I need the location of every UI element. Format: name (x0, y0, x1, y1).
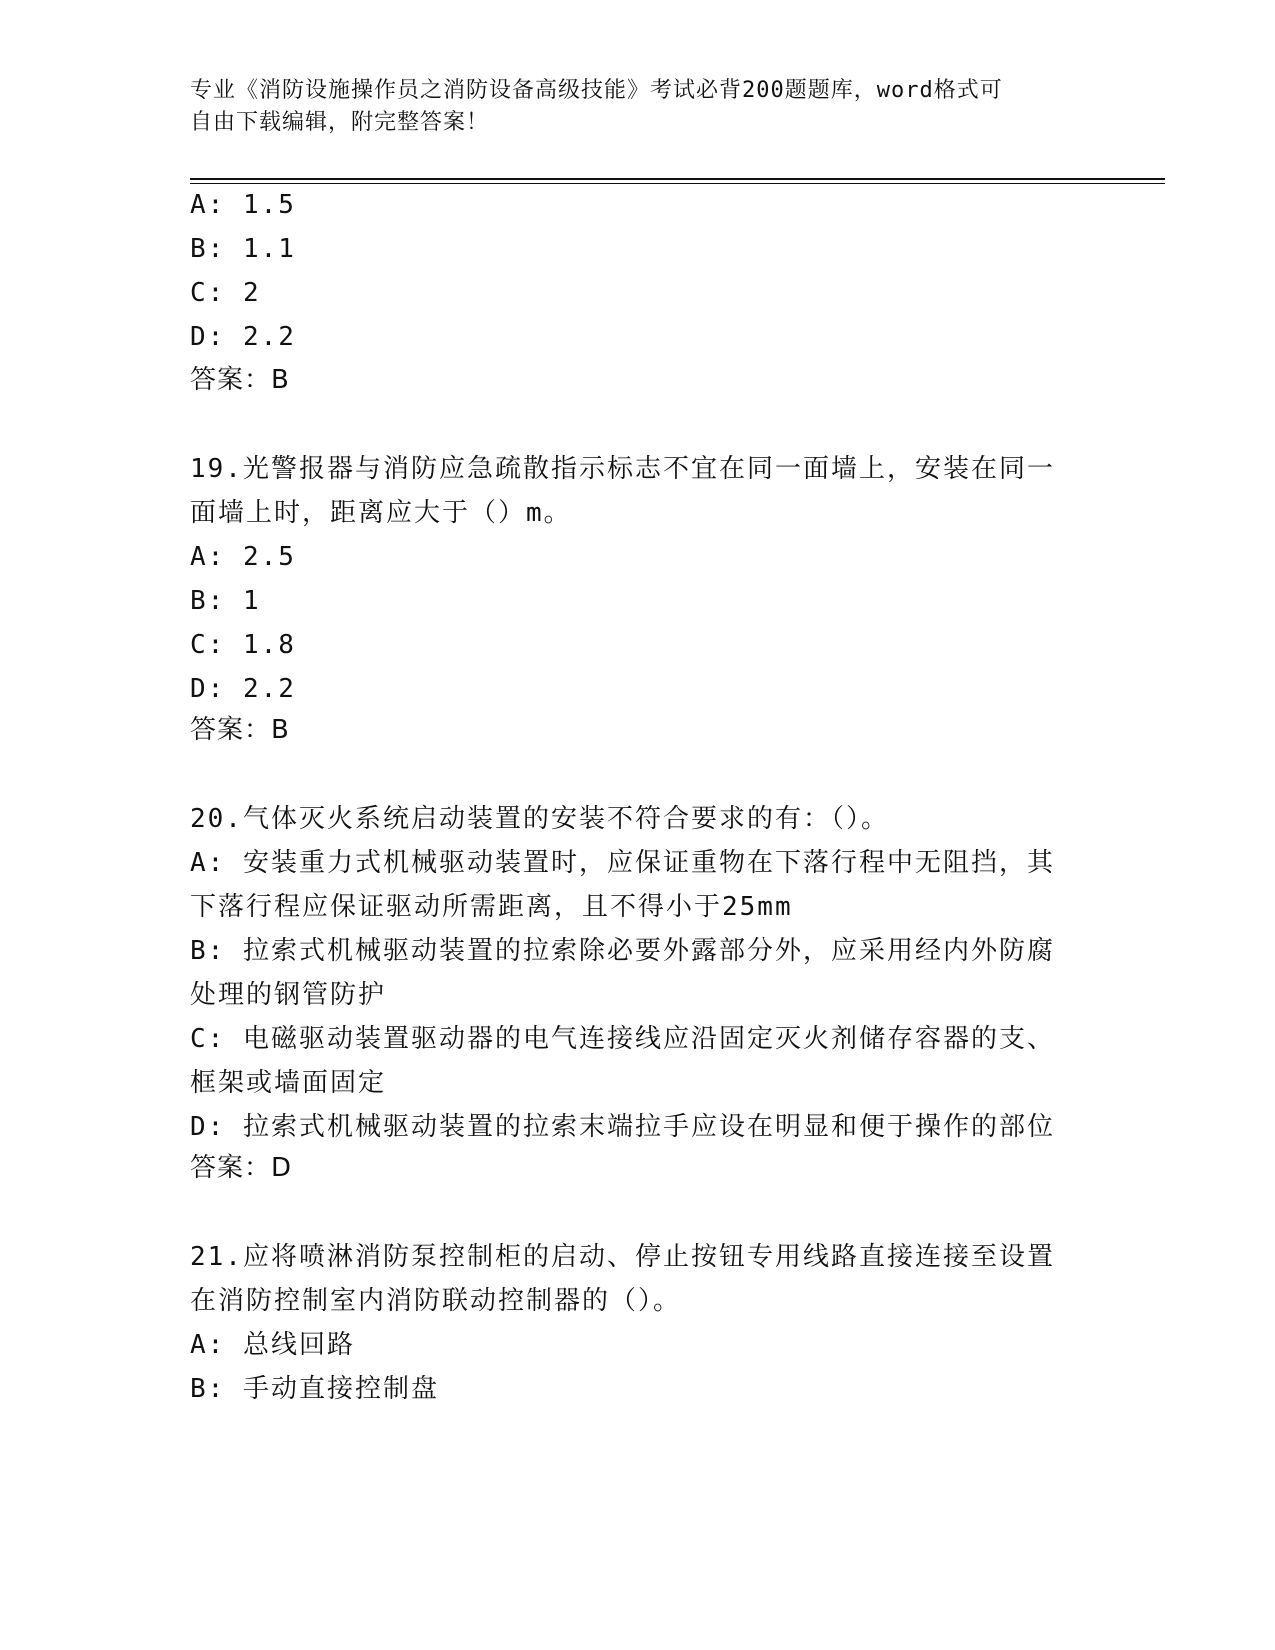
q19-option-b: B: 1 (190, 586, 261, 616)
q18-option-d: D: 2.2 (190, 322, 296, 352)
document-header (190, 75, 1090, 139)
q18-option-b: B: 1.1 (190, 234, 296, 264)
q19-question-line-1: 19.光警报器与消防应急疏散指示标志不宜在同一面墙上，安装在同一 (190, 454, 1055, 484)
q21-question-line-2: 在消防控制室内消防联动控制器的（）。 (190, 1286, 682, 1316)
q18-option-c: C: 2 (190, 278, 261, 308)
q20-option-d: D: 拉索式机械驱动装置的拉索末端拉手应设在明显和便于操作的部位 (190, 1112, 1055, 1142)
q19-answer: 答案：B (190, 715, 290, 745)
q20-option-a-line-1: A: 安装重力式机械驱动装置时，应保证重物在下落行程中无阻挡，其 (190, 848, 1055, 878)
q20-option-a-line-2: 下落行程应保证驱动所需距离，且不得小于25mm (190, 892, 793, 922)
q21-question-line-1: 21.应将喷淋消防泵控制柜的启动、停止按钮专用线路直接连接至设置 (190, 1242, 1055, 1272)
q19-option-c: C: 1.8 (190, 630, 296, 660)
header-divider-thin (190, 183, 1165, 184)
q20-option-c-line-2: 框架或墙面固定 (190, 1068, 387, 1098)
q18-option-a: A: 1.5 (190, 190, 296, 220)
q19-option-a: A: 2.5 (190, 542, 296, 572)
q21-option-b: B: 手动直接控制盘 (190, 1374, 439, 1404)
q20-option-b-line-2: 处理的钢管防护 (190, 980, 387, 1010)
q20-option-c-line-1: C: 电磁驱动装置驱动器的电气连接线应沿固定灭火剂储存容器的支、 (190, 1024, 1055, 1054)
q20-option-b-line-1: B: 拉索式机械驱动装置的拉索除必要外露部分外，应采用经内外防腐 (190, 936, 1055, 966)
q20-answer: 答案：D (190, 1153, 293, 1183)
q18-answer: 答案：B (190, 365, 290, 395)
q20-question: 20.气体灭火系统启动装置的安装不符合要求的有：（）。 (190, 804, 889, 834)
q21-option-a: A: 总线回路 (190, 1330, 355, 1360)
q19-option-d: D: 2.2 (190, 674, 296, 704)
q19-question-line-2: 面墙上时，距离应大于（）m。 (190, 498, 572, 528)
header-line-2: 自由下载编辑，附完整答案！ (190, 110, 490, 135)
header-line-1: 专业《消防设施操作员之消防设备高级技能》考试必背200题题库，word格式可 (190, 78, 1003, 103)
header-divider-thick (190, 178, 1165, 180)
